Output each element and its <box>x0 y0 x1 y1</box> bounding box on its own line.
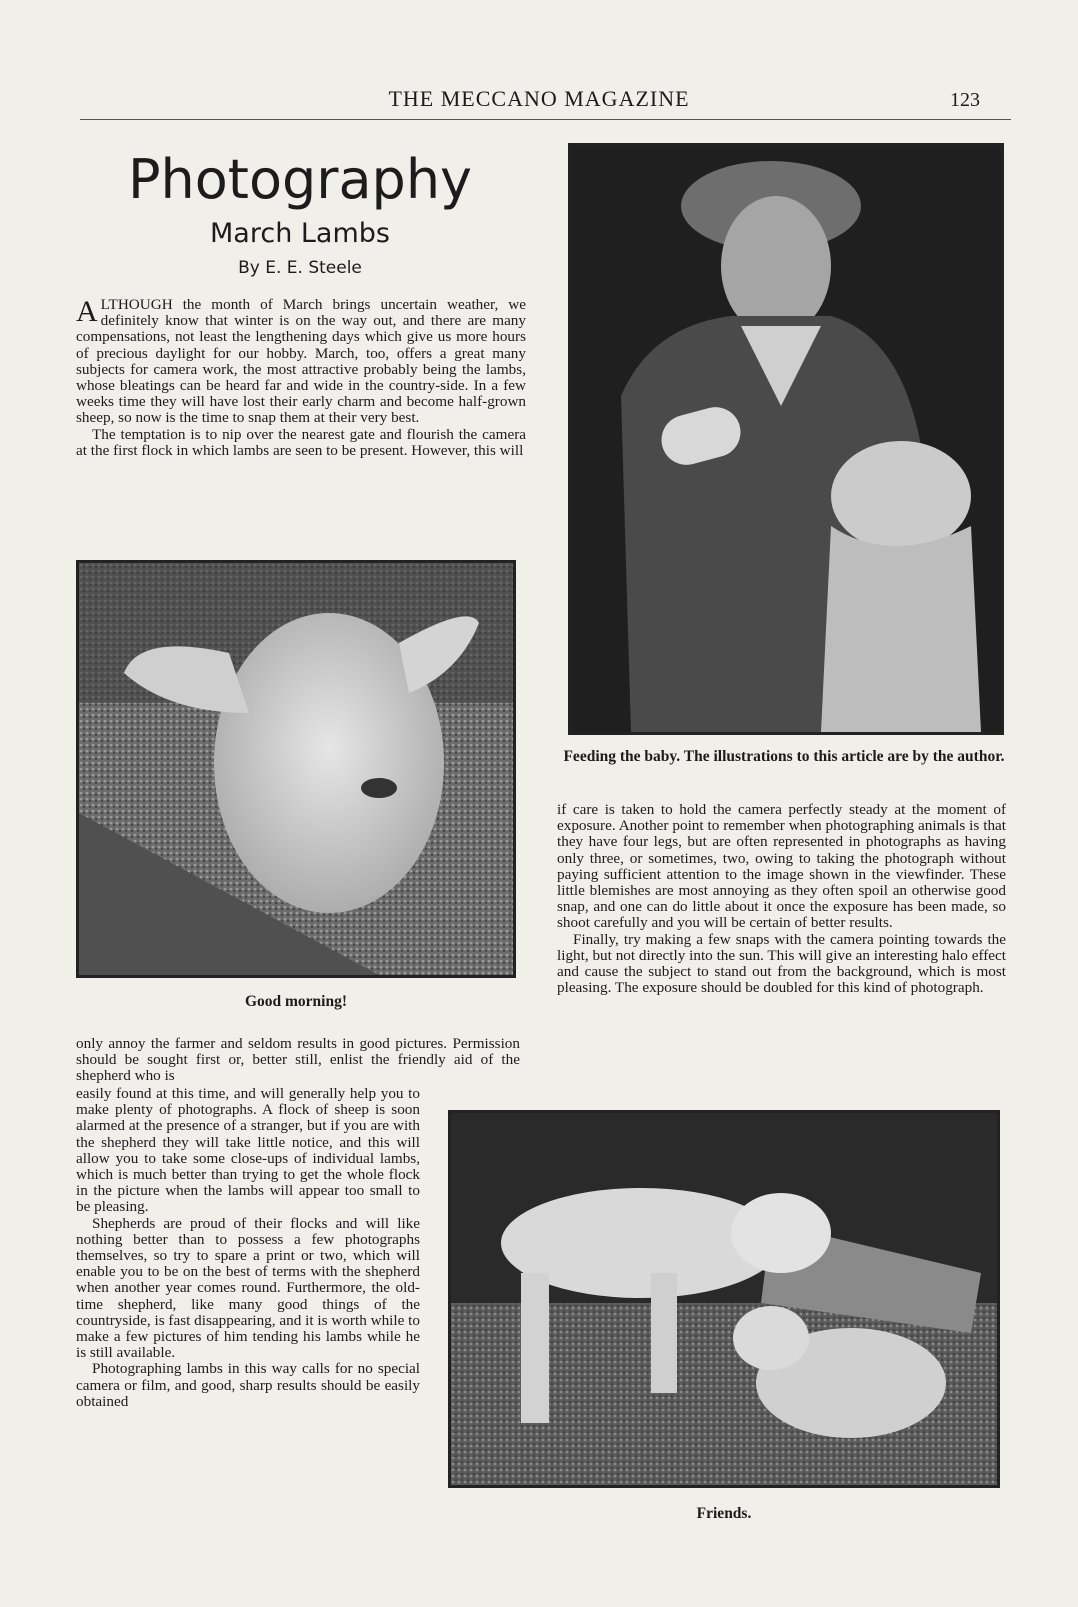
paragraph-shepherds: Shepherds are proud of their flocks and will like nothing better than to possess a few photographs themselves, so try to spare a print or two, which will enable you to be on the best of terms with the shepherd when another year comes round. Furthermore, the old-time shepherd, like many good things of the countryside, is fast disappearing, and it is worth while to make a few pictures of him tending his lambs while he is still available. <box>76 1214 420 1362</box>
photo-two-lambs <box>448 1110 1000 1488</box>
page-number: 123 <box>950 89 980 111</box>
intro-paragraph: ALTHOUGH the month of March brings uncertain weather, we definitely know that winter is on the way out, and there are many compensations, not least the lengthening days which give us more hours of precious daylight for our hobby. March, too, offers a great many subjects for camera work, the most attractive probably being the lambs, whose bleatings can be heard far and wide in the country-side. In a few weeks time they will have lost their early charm and become half-grown sheep, so now is the time to snap them at their very best. <box>76 295 526 427</box>
paragraph-lambs-way: Photographing lambs in this way calls for no special camera or film, and good, sharp results should be easily obtained <box>76 1360 420 1410</box>
paragraph-temptation: The temptation is to nip over the nearest gate and flourish the camera at the first flock in which lambs are seen to be present. However, this will <box>76 425 526 459</box>
drop-cap: A <box>76 295 98 328</box>
text-only-annoy: only annoy the farmer and seldom results in good pictures. Permission should be sought first or, better still, enlist the friendly aid of the shepherd who is <box>76 1035 520 1085</box>
header-rule <box>80 119 1011 120</box>
text-left-column-lower <box>76 1086 420 1410</box>
article-byline: By E. E. Steele <box>238 258 362 278</box>
text-right-column <box>557 802 1006 996</box>
article-title: Photography <box>127 148 473 211</box>
paragraph-finally: Finally, try making a few snaps with the camera pointing towards the light, but not directly into the sun. This will give an interesting halo effect and cause the subject to stand out from the background, which is most pleasing. The exposure should be doubled for this kind of photograph. <box>557 930 1006 997</box>
intro-text-block <box>76 297 526 459</box>
lamb-closeup-image <box>79 563 513 975</box>
running-header: THE MECCANO MAGAZINE <box>388 86 690 111</box>
caption-feeding: Feeding the baby. The illustrations to this article are by the author. <box>563 748 1005 765</box>
two-lambs-image <box>451 1113 997 1485</box>
paragraph-care: if care is taken to hold the camera perfectly steady at the moment of exposure. Another point to remember when photographing animals is that they have four legs, but are often represented in photographs as having only three, or sometimes, two, owing to taking the photograph without paying sufficient attention to the image shown in the viewfinder. These little blemishes are most annoying as they often spoil an otherwise good snap, and one can do little about it once the exposure has been made, so shoot carefully and you will be certain of better results. <box>557 801 1006 932</box>
photo-lamb-closeup <box>76 560 516 978</box>
caption-good-morning: Good morning! <box>244 993 348 1010</box>
shepherd-feeding-image <box>571 146 1001 732</box>
caption-friends: Friends. <box>696 1505 752 1522</box>
paragraph-easily: easily found at this time, and will generally help you to make plenty of photographs. A flock of sheep is soon alarmed at the presence of a stranger, but if you are with the shepherd they will take little notice, and this will allow you to take some close-ups of individual lambs, which is much better than trying to get the whole flock in the picture when the lambs will appear too small to be pleasing. <box>76 1085 420 1216</box>
photo-shepherd-feeding <box>568 143 1004 735</box>
article-subtitle: March Lambs <box>210 218 390 249</box>
